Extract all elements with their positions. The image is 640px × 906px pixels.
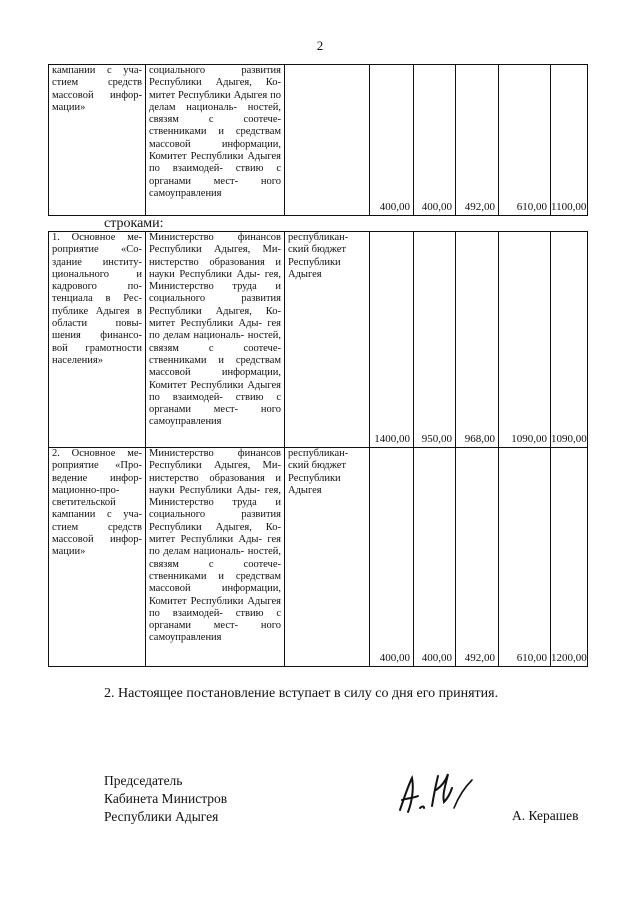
handwritten-signature (392, 758, 482, 824)
page-number: 2 (316, 38, 324, 53)
signatory-title (104, 772, 227, 826)
value-cell: 610,00 (499, 65, 551, 216)
value-cell: 1090,00 (499, 232, 551, 448)
source-cell: республикан- ский бюджет Республики Адыгея (285, 448, 370, 667)
source-cell (285, 65, 370, 216)
strokami-label: строками: (104, 216, 164, 231)
value-cell: 610,00 (499, 448, 551, 667)
source-cell: республикан- ский бюджет Республики Адыгея (285, 232, 370, 448)
value-cell: 1200,00 (551, 448, 588, 667)
value-cell: 400,00 (414, 65, 456, 216)
value-cell: 492,00 (456, 448, 499, 667)
value-cell: 400,00 (370, 65, 414, 216)
value-cell: 1100,00 (551, 65, 588, 216)
activity-cell: кампании с уча- стием средств массовой инфор- мации» (49, 65, 146, 216)
table-row (49, 65, 588, 216)
executors-cell: социального развития Республики Адыгея, Ко- митет Республики Адыгея по делам националь- ностей, связям с соотече- ственниками и средствам массовой информации, Комитет Республики Адыгея по взаимодей- ствию с органами мест- ного самоуправления (146, 65, 285, 216)
table-replacement (48, 231, 588, 667)
signatory-name: А. Керашев (512, 808, 579, 823)
value-cell: 1400,00 (370, 232, 414, 448)
signatory-title-line: Председатель (104, 773, 183, 788)
value-cell: 968,00 (456, 232, 499, 448)
signatory-title-line: Кабинета Министров (104, 791, 228, 806)
value-cell: 1090,00 (551, 232, 588, 448)
value-cell: 400,00 (414, 448, 456, 667)
signatory-title-line: Республики Адыгея (104, 809, 219, 824)
value-cell: 492,00 (456, 65, 499, 216)
value-cell: 950,00 (414, 232, 456, 448)
table-continuation (48, 64, 588, 216)
value-cell: 400,00 (370, 448, 414, 667)
executors-cell: Министерство финансов Республики Адыгея, Ми- нистерство образования и науки Республики Ады- гея, Министерство труда и социального развития Республики Адыгея, Ко- митет Республики Ады- гея по делам националь- ностей, связям с соотече- ственниками и средствам массовой информации, Комитет Республики Адыгея по взаимодей- ствию с органами мест- ного самоуправления (146, 232, 285, 448)
table-row (49, 232, 588, 448)
activity-cell: 2. Основное ме- роприятие «Про- ведение инфор- мационно-про- светительской кампании с уча- стием средств массовой инфор- мации» (49, 448, 146, 667)
activity-cell: 1. Основное ме- роприятие «Со- здание институ- ционального и кадрового по- тенциала в Рес- публике Адыгея в области повы- шения финансо- вой грамотности населения» (49, 232, 146, 448)
table-row (49, 448, 588, 667)
resolution-effective-clause: 2. Настоящее постановление вступает в силу со дня его принятия. (104, 686, 499, 701)
executors-cell: Министерство финансов Республики Адыгея, Ми- нистерство образования и науки Республики Ады- гея, Министерство труда и социального развития Республики Адыгея, Ко- митет Республики Ады- гея по делам националь- ностей, связям с соотече- ственниками и средствам массовой информации, Комитет Республики Адыгея по взаимодей- ствию с органами мест- ного самоуправления (146, 448, 285, 667)
